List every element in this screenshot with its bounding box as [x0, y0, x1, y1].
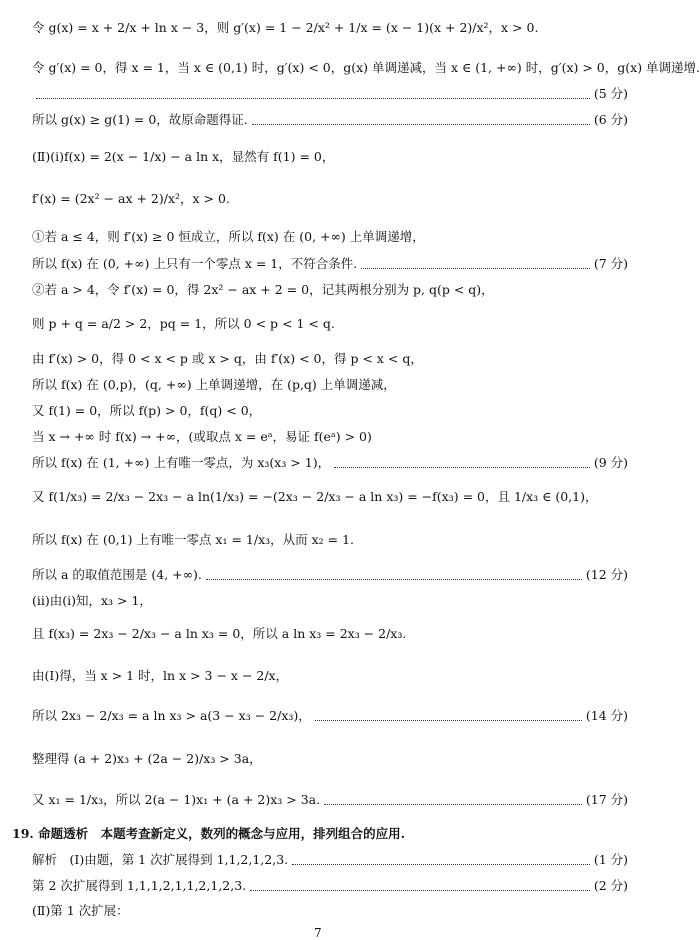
text-line	[32, 256, 628, 272]
dot-leader	[361, 260, 590, 269]
text-line	[32, 852, 628, 868]
page-number: 7	[314, 926, 322, 940]
line-text: 又 x₁ = 1/x₃，所以 2(a − 1)x₁ + (a + 2)x₃ > 3a.	[32, 792, 321, 807]
text-line	[32, 377, 628, 393]
score-mark: (12 分)	[585, 567, 628, 582]
line-text: 所以 f(x) 在 (0,1) 上有唯一零点 x₁ = 1/x₃，从而 x₂ = 1.	[32, 532, 355, 547]
dot-leader	[315, 712, 582, 721]
line-text: 解析 (Ⅰ)由题，第 1 次扩展得到 1,1,2,1,2,3.	[32, 852, 289, 867]
line-text: 由 f′(x) > 0，得 0 < x < p 或 x > q，由 f′(x) < 0，得 p < x < q，	[32, 351, 423, 366]
text-line	[32, 229, 628, 245]
dot-leader	[252, 116, 590, 125]
dot-leader	[36, 90, 590, 99]
text-line	[32, 903, 628, 919]
text-line	[32, 112, 628, 128]
text-line	[32, 489, 628, 505]
line-text: 第 2 次扩展得到 1,1,1,2,1,1,2,1,2,3.	[32, 878, 247, 893]
line-text: 所以 f(x) 在 (0,p)，(q, +∞) 上单调递增，在 (p,q) 上单调递减，	[32, 377, 396, 392]
line-text: (Ⅱ)(ⅰ)f(x) = 2(x − 1/x) − a ln x，显然有 f(1) = 0，	[32, 149, 335, 164]
text-line	[32, 429, 628, 445]
score-mark: (1 分)	[593, 852, 628, 867]
text-line	[32, 60, 700, 76]
text-line	[32, 86, 628, 102]
text-line	[32, 708, 628, 724]
text-line	[32, 351, 628, 367]
text-line	[12, 826, 628, 842]
line-text: 令 g(x) = x + 2/x + ln x − 3，则 g′(x) = 1 − 2/x² + 1/x = (x − 1)(x + 2)/x²，x > 0.	[32, 20, 539, 35]
dot-leader	[334, 459, 590, 468]
score-mark: (2 分)	[593, 878, 628, 893]
text-line	[32, 403, 628, 419]
line-text: 所以 f(x) 在 (1, +∞) 上有唯一零点，为 x₃(x₃ > 1)，	[32, 455, 331, 470]
score-mark: (9 分)	[593, 455, 628, 470]
score-mark: (6 分)	[593, 112, 628, 127]
text-line	[32, 567, 628, 583]
line-text: 所以 f(x) 在 (0, +∞) 上只有一个零点 x = 1，不符合条件.	[32, 256, 358, 271]
score-mark: (17 分)	[585, 792, 628, 807]
line-text: 令 g′(x) = 0，得 x = 1，当 x ∈ (0,1) 时，g′(x) < 0，g(x) 单调递减，当 x ∈ (1, +∞) 时，g′(x) > 0，g(x) 单调递增.	[32, 60, 700, 75]
line-text: 所以 a 的取值范围是 (4, +∞).	[32, 567, 202, 582]
line-text: (Ⅱ)第 1 次扩展：	[32, 903, 129, 918]
text-line	[32, 878, 628, 894]
line-text: 则 p + q = a/2 > 2，pq = 1，所以 0 < p < 1 < q.	[32, 316, 335, 331]
text-line	[32, 668, 628, 684]
score-mark: (7 分)	[593, 256, 628, 271]
text-line	[32, 282, 628, 298]
line-text: 又 f(1/x₃) = 2/x₃ − 2x₃ − a ln(1/x₃) = −(2x₃ − 2/x₃ − a ln x₃) = −f(x₃) = 0，且 1/x₃ ∈ (0,1)，	[32, 489, 598, 504]
text-line	[32, 626, 628, 642]
text-line	[32, 792, 628, 808]
score-mark: (5 分)	[593, 86, 628, 101]
line-text: ①若 a ≤ 4，则 f′(x) ≥ 0 恒成立，所以 f(x) 在 (0, +∞) 上单调递增，	[32, 229, 425, 244]
line-text: f′(x) = (2x² − ax + 2)/x²，x > 0.	[32, 191, 230, 206]
line-text: 所以 2x₃ − 2/x₃ = a ln x₃ > a(3 − x₃ − 2/x₃)，	[32, 708, 311, 723]
score-mark: (14 分)	[585, 708, 628, 723]
text-line	[32, 191, 628, 207]
line-text: (ⅱ)由(ⅰ)知，x₃ > 1，	[32, 593, 152, 608]
text-line	[32, 149, 628, 165]
text-line	[32, 593, 628, 609]
dot-leader	[206, 571, 582, 580]
dot-leader	[324, 796, 582, 805]
line-text: 所以 g(x) ≥ g(1) = 0，故原命题得证.	[32, 112, 248, 127]
text-line	[32, 751, 628, 767]
line-text: 又 f(1) = 0，所以 f(p) > 0，f(q) < 0，	[32, 403, 262, 418]
line-text: ②若 a > 4，令 f′(x) = 0，得 2x² − ax + 2 = 0，记其两根分别为 p, q(p < q)，	[32, 282, 494, 297]
line-text: 且 f(x₃) = 2x₃ − 2/x₃ − a ln x₃ = 0，所以 a ln x₃ = 2x₃ − 2/x₃.	[32, 626, 407, 641]
text-line	[32, 316, 628, 332]
dot-leader	[292, 856, 590, 865]
text-line	[32, 20, 628, 36]
text-line	[32, 455, 628, 471]
text-line	[32, 532, 628, 548]
line-text: 由(Ⅰ)得，当 x > 1 时，ln x > 3 − x − 2/x，	[32, 668, 289, 683]
line-text: 整理得 (a + 2)x₃ + (2a − 2)/x₃ > 3a，	[32, 751, 262, 766]
line-text: 当 x → +∞ 时 f(x) → +∞，(或取点 x = eᵃ，易证 f(eᵃ) > 0)	[32, 429, 372, 444]
dot-leader	[250, 882, 590, 891]
line-text: 19. 命题透析 本题考查新定义，数列的概念与应用，排列组合的应用.	[12, 826, 405, 841]
